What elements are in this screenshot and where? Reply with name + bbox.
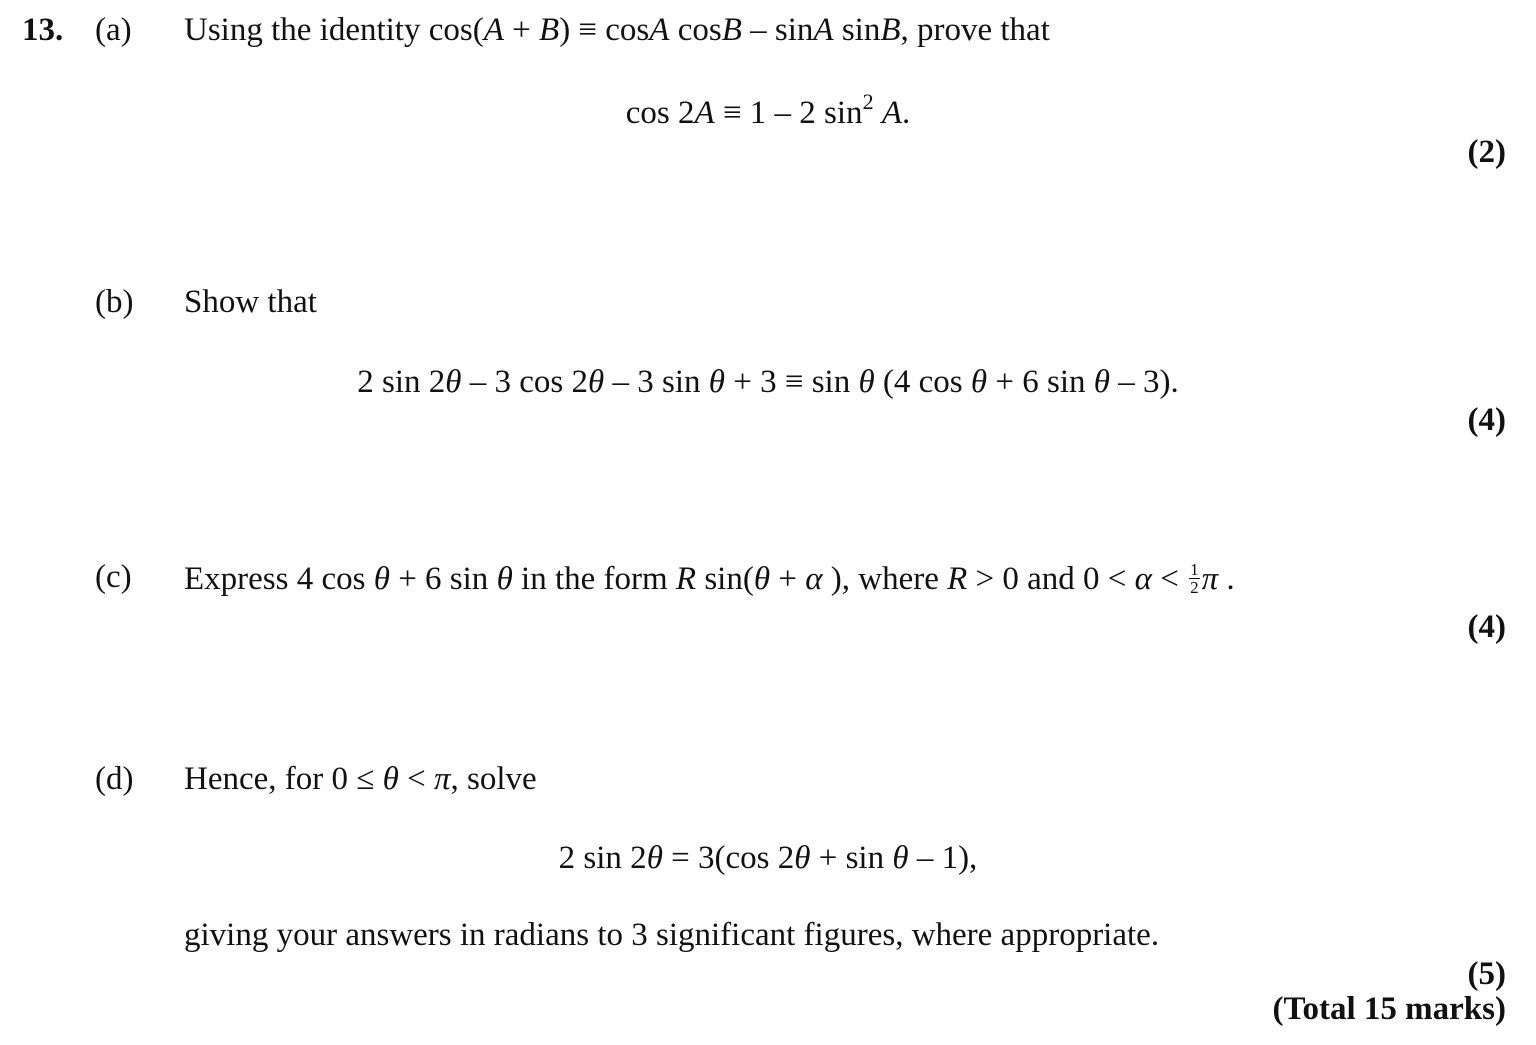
total-marks: (Total 15 marks): [1272, 991, 1506, 1027]
part-a-label: (a): [95, 12, 132, 48]
part-a-marks: (2): [1467, 134, 1506, 170]
part-a-equation: cos 2A ≡ 1 – 2 $\sin^2 A$.: [625, 89, 911, 131]
part-b-marks: (4): [1467, 402, 1506, 438]
part-d-marks: (5): [1467, 956, 1506, 992]
part-b-intro: Show that: [184, 284, 317, 320]
half-fraction: $\frac{1}{2}$: [1190, 560, 1199, 597]
part-c-marks: (4): [1467, 609, 1506, 645]
part-c-text: Express 4 cos θ + 6 sin θ in the form R sin(θ + α ), where R > 0 and 0 < α < $\frac{1}{2}$ π .: [184, 560, 1235, 597]
part-d-equation: 2 sin 2θ = 3(cos 2θ + sin θ – 1),: [558, 840, 978, 876]
part-b-equation: 2 sin 2θ – 3 cos 2θ – 3 sin θ + 3 ≡ sin θ (4 cos θ + 6 sin θ – 3).: [357, 364, 1179, 400]
part-d-intro: Hence, for 0 ≤ θ < π, solve: [184, 761, 537, 797]
part-a-intro: Using the identity cos(A + B) ≡ cosA cosB – sinA sinB, prove that: [184, 12, 1050, 48]
question-number: 13.: [22, 12, 64, 48]
part-d-footer: giving your answers in radians to 3 significant figures, where appropriate.: [184, 917, 1160, 953]
part-c-label: (c): [95, 559, 132, 595]
part-b-label: (b): [95, 284, 134, 320]
part-d-label: (d): [95, 761, 134, 797]
